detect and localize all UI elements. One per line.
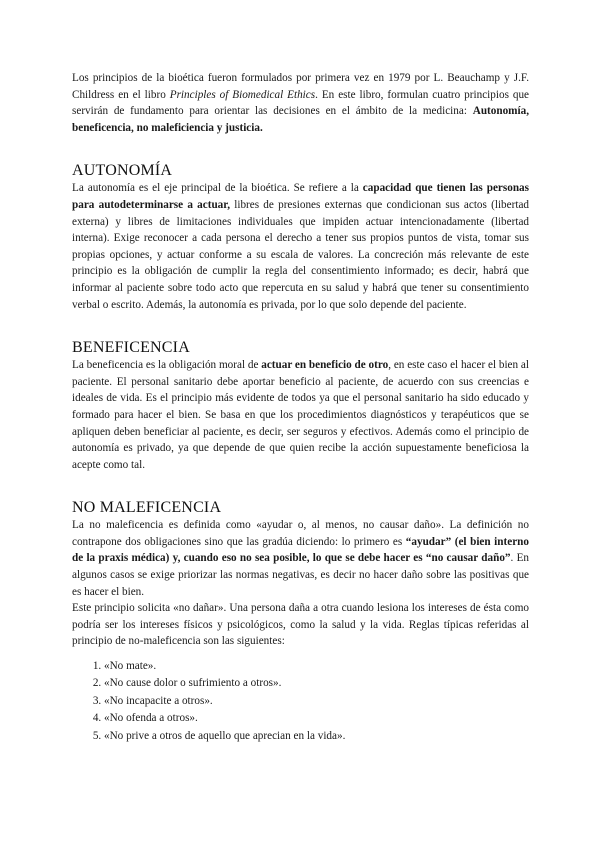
principles-list-bold: Autonomía, beneficencia, no maleficiencia y justicia. (72, 105, 529, 134)
list-item: 1. «No mate». (104, 658, 529, 675)
list-item: 5. «No prive a otros de aquello que aprecian en la vida». (104, 728, 529, 745)
section-beneficencia (72, 339, 529, 473)
list-item: 2. «No cause dolor o sufrimiento a otros». (104, 675, 529, 692)
book-title: Principles of Biomedical Ethics (169, 88, 316, 101)
heading-autonomia: AUTONOMÍA (72, 162, 173, 180)
intro-text-1: Los principios de la bioética fueron formulados por primera vez en 1979 por L. Beauchamp y J.F. Childress en el libro (72, 72, 529, 101)
beneficencia-text-1: La beneficencia es la obligación moral de (72, 359, 262, 372)
section-autonomia (72, 162, 529, 313)
no-maleficencia-bold: “ayudar” (el bien interno de la praxis médica) y, cuando eso no sea posible, lo que se debe hacer es “no causar daño” (72, 535, 529, 565)
heading-beneficencia: BENEFICENCIA (72, 339, 190, 357)
no-maleficencia-paragraph-1 (72, 517, 529, 600)
autonomia-paragraph (72, 180, 529, 313)
autonomia-text-2: libres de presiones externas que condicionan sus actos (libertad externa) y libres de limitaciones individuales que impiden actuar intencionadamente (libertad interna). Exige reconocer a cada persona el derecho a tener sus propios puntos de vista, tomar sus propias opciones, y actuar conforme a su escala de valores. La concreción más relevante de este principio es la obligación de cumplir la regla del consentimiento informado; es decir, habrá que informar al paciente sobre todo acto que repercuta en su salud y habrá que tener su consentimiento verbal o escrito. Además, la autonomía es privada, por lo que solo depende del paciente. (72, 198, 530, 311)
heading-no-maleficencia: NO MALEFICENCIA (72, 499, 222, 517)
no-maleficencia-text-2: . En algunos casos se exige priorizar las normas negativas, es decir no hacer daño sobre las positivas que es hacer el bien. (72, 552, 529, 598)
autonomia-text-1: La autonomía es el eje principal de la bioética. Se refiere a la (72, 182, 363, 195)
no-maleficencia-paragraph-2: Este principio solicita «no dañar». Una persona daña a otra cuando lesiona los intereses de ésta como podría ser los intereses físicos y psicológicos, como la salud y la vida. Reglas típicas referidas al principio de no-maleficencia son las siguientes: (72, 602, 529, 648)
list-item: 4. «No ofenda a otros». (104, 710, 529, 727)
beneficencia-paragraph (72, 357, 529, 473)
beneficencia-bold: actuar en beneficio de otro (261, 359, 389, 372)
section-no-maleficencia (72, 499, 529, 745)
intro-text-2: . En este libro, formulan cuatro principios que servirán de fundamento para orientar las decisiones en el ámbito de la medicina: (72, 88, 530, 118)
document-page (72, 70, 529, 745)
list-item: 3. «No incapacite a otros». (104, 693, 529, 710)
no-maleficencia-text-1: La no maleficencia es definida como «ayudar o, al menos, no causar daño». La definición no contrapone dos obligaciones sino que las gradúa diciendo: lo primero es (72, 519, 529, 548)
intro-paragraph (72, 70, 529, 136)
autonomia-bold: capacidad que tienen las personas para autodeterminarse a actuar, (72, 182, 529, 211)
beneficencia-text-2: , en este caso el hacer el bien al paciente. El personal sanitario debe aportar beneficio al paciente, de acuerdo con sus creencias e ideales de vida. Es el principio más evidente de todos ya que el personal sanitario ha sido educado y formado para hacer el bien. Se basa en que los procedimientos diagnósticos y terapéuticos que se apliquen deben beneficiar al paciente, es decir, ser seguros y efectivos. Además como el principio de autonomía es privado, ya que depende de que quien recibe la acción supuestamente beneficiosa la acepte como tal. (72, 359, 529, 471)
rules-list (72, 658, 529, 745)
